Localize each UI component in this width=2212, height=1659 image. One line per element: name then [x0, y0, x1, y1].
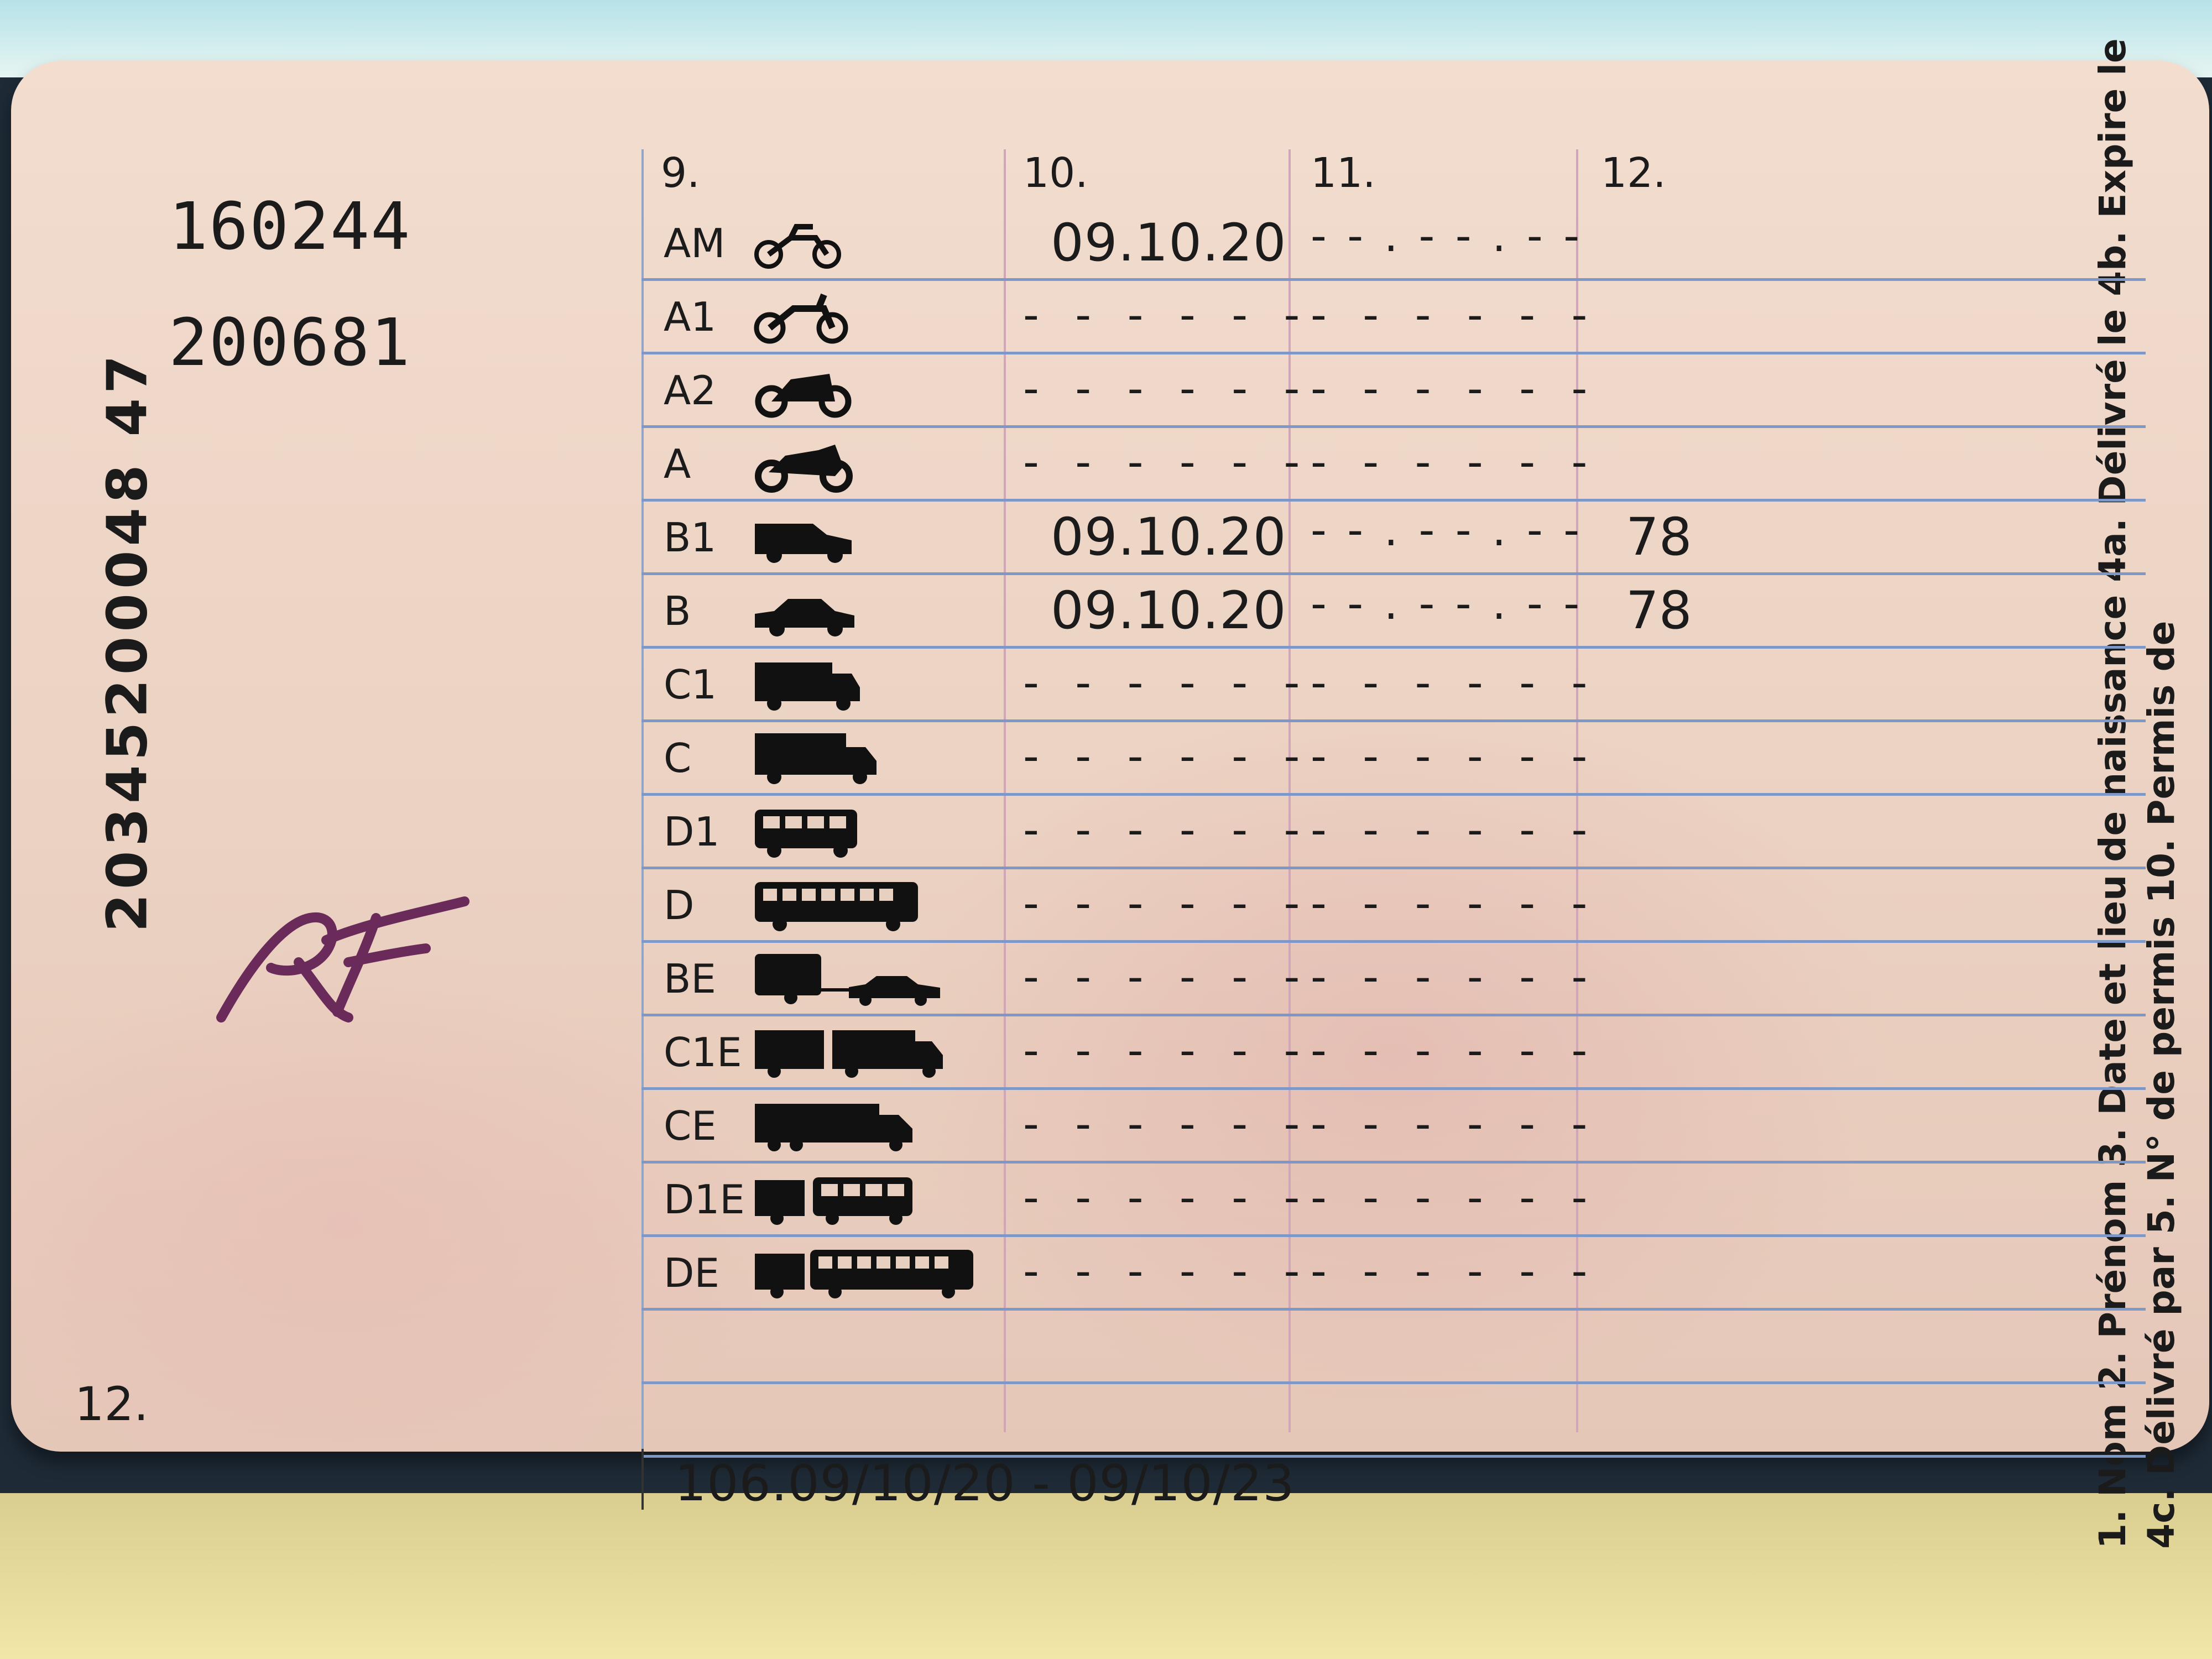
header-col-9: 9.	[661, 149, 700, 197]
truck-icon	[752, 731, 879, 786]
expiry-date: - - - - - -	[1311, 951, 1599, 1003]
issue-date: - - - - - -	[1023, 731, 1311, 782]
quadricycle-icon	[752, 510, 857, 565]
issue-date: - - - - - -	[1023, 1025, 1311, 1076]
expiry-date: - - . - - . - -	[1311, 504, 1583, 556]
issue-date: - - - - - -	[1023, 1245, 1311, 1297]
table-row	[641, 205, 2146, 281]
table-row	[641, 425, 2146, 502]
category-label: CE	[664, 1103, 717, 1149]
table-row	[641, 1014, 2146, 1090]
heavy-motorcycle-icon	[752, 436, 857, 492]
category-label: D1E	[664, 1176, 745, 1223]
table-row	[641, 793, 2146, 869]
field-12-label: 12.	[75, 1377, 149, 1431]
category-label: B	[664, 588, 691, 634]
expiry-date: - - - - - -	[1311, 363, 1599, 414]
table-row	[641, 646, 2146, 722]
car-trailer-icon	[752, 951, 946, 1006]
categories-table	[641, 149, 2146, 1512]
issue-date: - - - - - -	[1023, 363, 1311, 414]
header-col-10: 10.	[1023, 149, 1088, 197]
category-label: A	[664, 441, 691, 487]
expiry-date: - - - - - -	[1311, 1025, 1599, 1076]
background-table	[0, 1493, 2212, 1659]
restriction-code: 78	[1626, 581, 1692, 641]
issue-date: 09.10.20	[1051, 581, 1287, 641]
table-row-empty	[641, 1308, 2146, 1384]
category-label: BE	[664, 956, 716, 1002]
table-row	[641, 940, 2146, 1016]
footer-bar	[641, 1449, 644, 1510]
expiry-date: - - - - - -	[1311, 1098, 1599, 1150]
category-label: D1	[664, 808, 720, 855]
issue-date: - - - - - -	[1023, 951, 1311, 1003]
table-row	[641, 719, 2146, 796]
expiry-date: - - - - - -	[1311, 1245, 1599, 1297]
driving-license-card-back	[11, 38, 2209, 1549]
table-row	[641, 1234, 2146, 1311]
light-truck-trailer-icon	[752, 1025, 946, 1080]
table-row	[641, 1161, 2146, 1237]
restriction-code: 78	[1626, 507, 1692, 567]
category-label: D	[664, 882, 695, 928]
field-top-1: 160244	[169, 188, 411, 264]
table-row-empty	[641, 1381, 2146, 1458]
legend-line-1: 1. Nom 2. Prénom 3. Date et lieu de naissance 4a. Délivré le 4b. Expire le	[2091, 38, 2134, 1549]
table-row	[641, 1087, 2146, 1164]
table-row	[641, 278, 2146, 354]
category-label: AM	[664, 220, 726, 267]
category-label: C	[664, 735, 692, 781]
header-col-12: 12.	[1601, 149, 1666, 197]
issue-date: - - - - - -	[1023, 878, 1311, 929]
car-icon	[752, 583, 857, 639]
expiry-date: - - - - - -	[1311, 804, 1599, 855]
table-row	[641, 572, 2146, 649]
serial-number-vertical: 20345200048 47	[95, 351, 160, 932]
category-label: A2	[664, 367, 717, 414]
table-row	[641, 867, 2146, 943]
category-label: A1	[664, 294, 717, 340]
header-col-11: 11.	[1311, 149, 1376, 197]
issue-date: - - - - - -	[1023, 1172, 1311, 1223]
issue-date: - - - - - -	[1023, 289, 1311, 341]
expiry-date: - - - - - -	[1311, 1172, 1599, 1223]
table-row	[641, 499, 2146, 575]
expiry-date: - - - - - -	[1311, 289, 1599, 341]
issue-date: - - - - - -	[1023, 1098, 1311, 1150]
issue-date: 09.10.20	[1051, 213, 1287, 273]
issue-date: - - - - - -	[1023, 804, 1311, 855]
expiry-date: - - . - - . - -	[1311, 578, 1583, 629]
minibus-trailer-icon	[752, 1172, 918, 1227]
expiry-date: - - . - - . - -	[1311, 210, 1583, 262]
footer-restriction: 106.09/10/20 - 09/10/23	[675, 1454, 1295, 1512]
field-top-2: 200681	[169, 304, 411, 380]
expiry-date: - - - - - -	[1311, 657, 1599, 708]
light-truck-icon	[752, 657, 863, 712]
minibus-icon	[752, 804, 863, 859]
light-motorcycle-icon	[752, 289, 852, 345]
issue-date: 09.10.20	[1051, 507, 1287, 567]
expiry-date: - - - - - -	[1311, 436, 1599, 488]
bus-icon	[752, 878, 924, 933]
rf-monogram-icon	[199, 879, 487, 1034]
issue-date: - - - - - -	[1023, 657, 1311, 708]
legend-line-2: 4c. Délivré par 5. N° de permis 10. Permis de	[2140, 620, 2183, 1549]
truck-trailer-icon	[752, 1098, 918, 1154]
motorcycle-icon	[752, 363, 857, 418]
issue-date: - - - - - -	[1023, 436, 1311, 488]
category-label: DE	[664, 1250, 719, 1296]
moped-icon	[752, 216, 846, 271]
expiry-date: - - - - - -	[1311, 731, 1599, 782]
bus-trailer-icon	[752, 1245, 979, 1301]
expiry-date: - - - - - -	[1311, 878, 1599, 929]
category-label: B1	[664, 514, 717, 561]
category-label: C1E	[664, 1029, 742, 1076]
table-row	[641, 352, 2146, 428]
rf-seal	[199, 879, 487, 1036]
category-label: C1	[664, 661, 717, 708]
